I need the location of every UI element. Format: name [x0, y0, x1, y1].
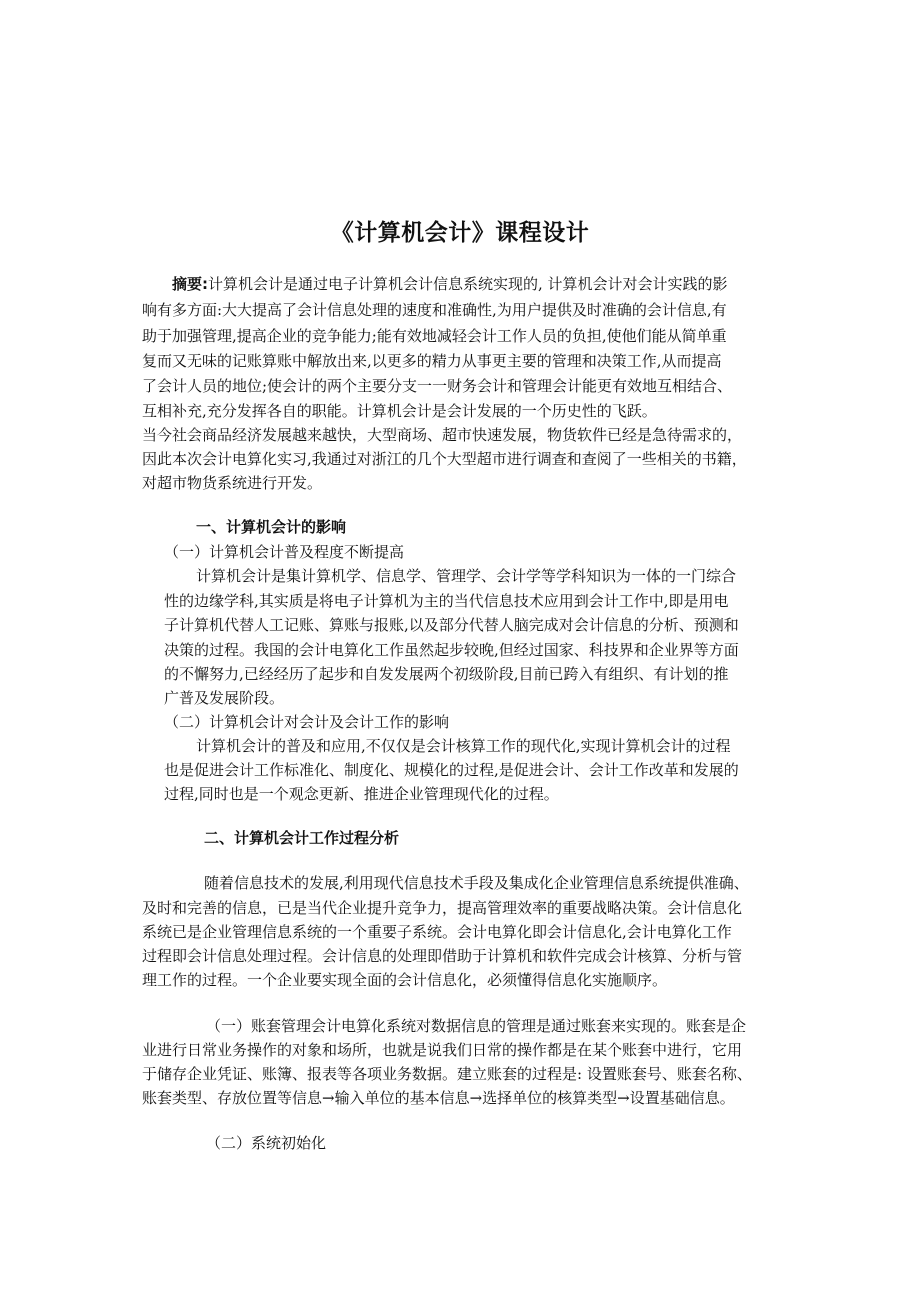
abstract-line-4: 复而又无味的记账算账中解放出来,以更多的精力从事更主要的管理和决策工作,从而提高	[142, 352, 722, 370]
abstract-line-1	[172, 272, 728, 296]
abstract-text: 计算机会计是通过电子计算机会计信息系统实现的, 计算机会计对会计实践的影	[208, 275, 728, 293]
section-2-para-1-line-3: 系统已是企业管理信息系统的一个重要子系统。会计电算化即会计信息化,会计电算化工作	[142, 923, 732, 941]
section-1-heading: 一、计算机会计的影响	[196, 518, 347, 536]
section-2-para-2-line-4: 账套类型、存放位置等信息→输入单位的基本信息→选择单位的核算类型→设置基础信息。	[142, 1089, 735, 1107]
abstract-label: 摘要:	[172, 275, 208, 293]
section-2-para-1-line-1: 随着信息技术的发展,利用现代信息技术手段及集成化企业管理信息系统提供准确、	[204, 874, 749, 892]
section-2-para-1-line-5: 理工作的过程。一个企业要实现全面的会计信息化，必须懂得信息化实施顺序。	[142, 971, 668, 989]
abstract-line-3: 助于加强管理,提高企业的竞争能力;能有效地减轻会计工作人员的负担,使他们能从简单重	[142, 327, 727, 345]
abstract-line-9: 对超市物货系统进行开发。	[142, 474, 323, 492]
abstract-line-5: 了会计人员的地位;使会计的两个主要分支一一财务会计和管理会计能更有效地互相结合、	[142, 377, 733, 395]
section-2-para-1-line-4: 过程即会计信息处理过程。会计信息的处理即借助于计算机和软件完成会计核算、分析与管	[142, 947, 743, 965]
abstract-line-7: 当今社会商品经济发展越来越快，大型商场、超市快速发展，物货软件已经是急待需求的，	[142, 426, 743, 444]
section-1-sub-2-heading: （二）计算机会计对会计及会计工作的影响	[164, 713, 450, 731]
section-1-sub-1-line-4: 决策的过程。我国的会计电算化工作虽然起步较晚,但经过国家、科技界和企业界等方面	[164, 641, 739, 659]
section-1-sub-1-line-3: 子计算机代替人工记账、算账与报账,以及部分代替人脑完成对会计信息的分析、预测和	[164, 616, 739, 634]
section-1-sub-1-line-6: 广普及发展阶段。	[164, 689, 285, 707]
section-1-sub-2-line-2: 也是促进会计工作标准化、制度化、规模化的过程,是促进会计、会计工作改革和发展的	[164, 761, 739, 779]
abstract-line-2: 响有多方面:大大提高了会计信息处理的速度和准确性,为用户提供及时准确的会计信息,有	[142, 301, 727, 319]
section-2-para-2-line-3: 于储存企业凭证、账簿、报表等各项业务数据。建立账套的过程是: 设置账套号、账套名称、	[142, 1065, 752, 1083]
section-1-sub-1-line-5: 的不懈努力,已经经历了起步和自发发展两个初级阶段,目前已跨入有组织、有计划的推	[164, 665, 729, 683]
abstract-line-6: 互相补充,充分发挥各自的职能。计算机会计是会计发展的一个历史性的飞跃。	[142, 402, 657, 420]
section-1-sub-1-heading: （一）计算机会计普及程度不断提高	[164, 543, 405, 561]
document-title: 《计算机会计》课程设计	[330, 220, 590, 246]
section-2-sub-2-heading: （二）系统初始化	[206, 1134, 327, 1152]
abstract-line-8: 因此本次会计电算化实习,我通过对浙江的几个大型超市进行调查和查阅了一些相关的书籍，	[142, 450, 747, 468]
section-2-para-2-line-2: 业进行日常业务操作的对象和场所，也就是说我们日常的操作都是在某个账套中进行，它用	[142, 1041, 743, 1059]
section-1-sub-2-line-1: 计算机会计的普及和应用,不仅仅是会计核算工作的现代化,实现计算机会计的过程	[196, 737, 731, 755]
section-1-sub-1-line-2: 性的边缘学科,其实质是将电子计算机为主的当代信息技术应用到会计工作中,即是用电	[164, 592, 729, 610]
section-2-para-1-line-2: 及时和完善的信息，已是当代企业提升竞争力，提高管理效率的重要战略决策。会计信息化	[142, 899, 743, 917]
section-2-para-2-line-1: （一）账套管理会计电算化系统对数据信息的管理是通过账套来实现的。账套是企	[206, 1017, 747, 1035]
section-1-sub-1-line-1: 计算机会计是集计算机学、信息学、管理学、会计学等学科知识为一体的一门综合	[196, 567, 737, 585]
section-2-heading: 二、计算机会计工作过程分析	[204, 829, 400, 847]
section-1-sub-2-line-3: 过程,同时也是一个观念更新、推进企业管理现代化的过程。	[164, 785, 559, 803]
